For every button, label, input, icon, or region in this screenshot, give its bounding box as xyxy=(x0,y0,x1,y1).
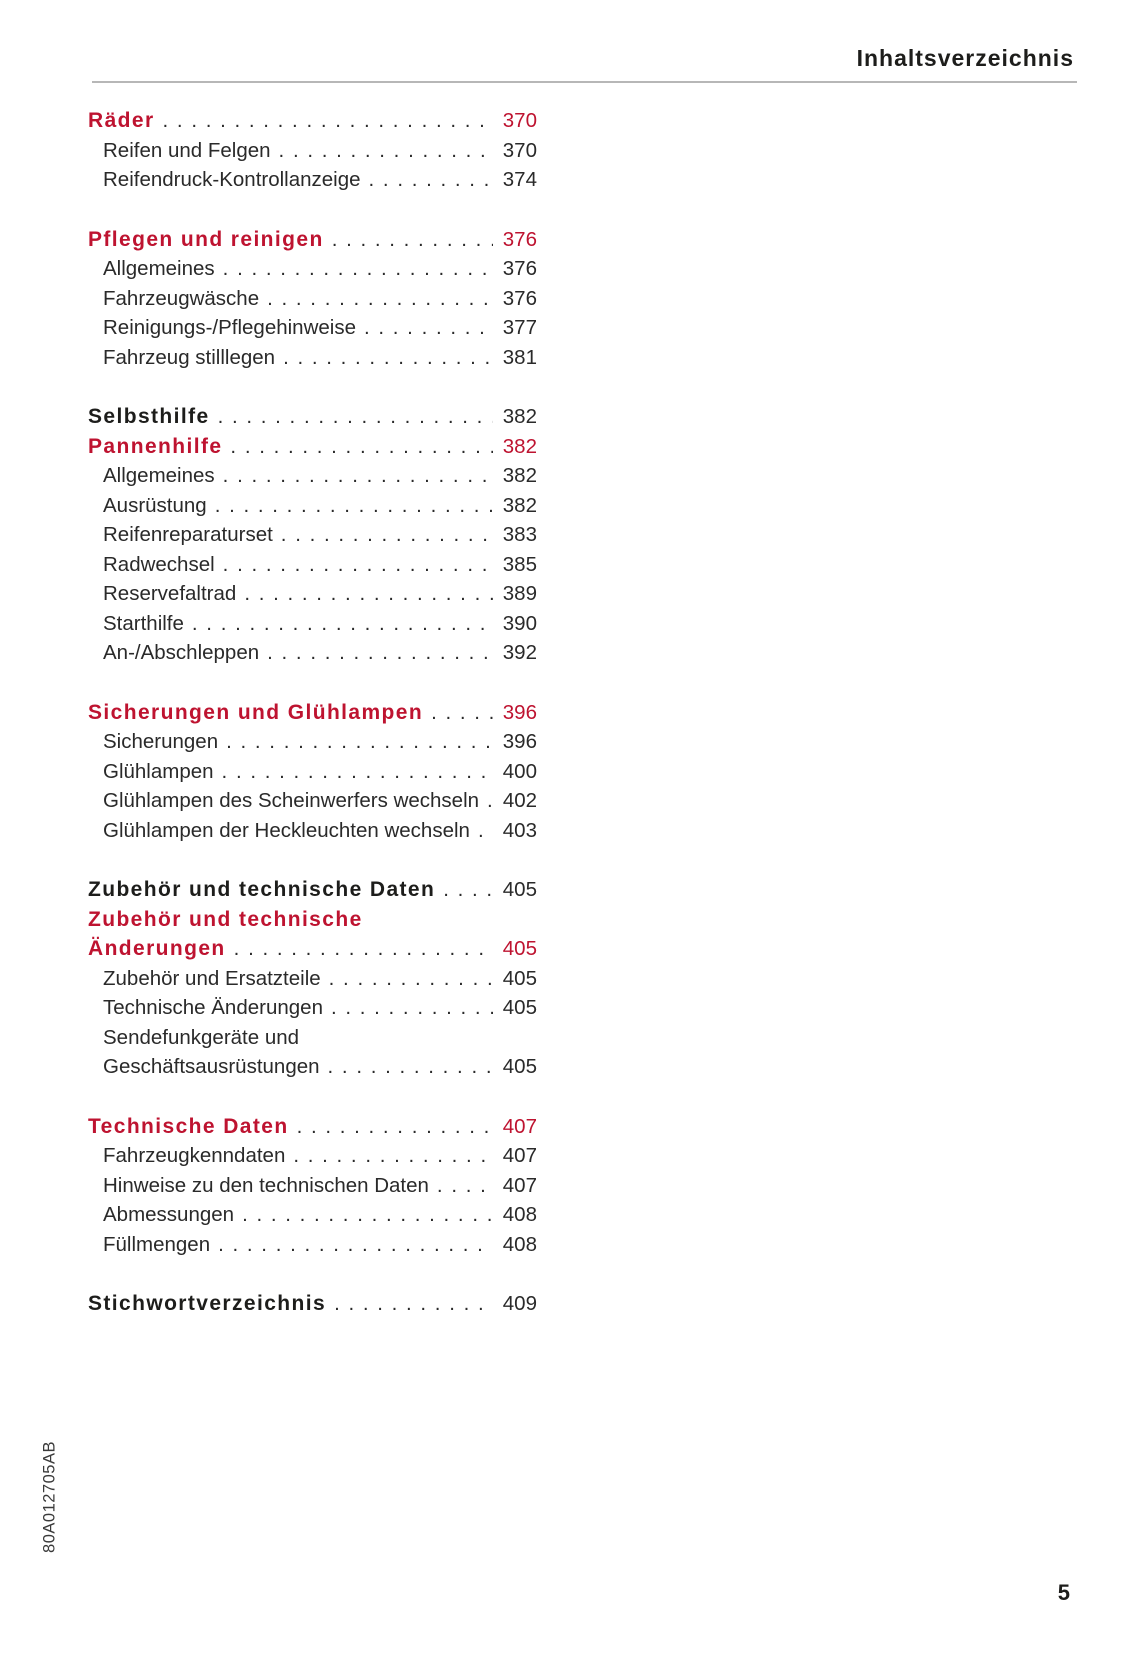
toc-entry-page-number: 409 xyxy=(502,1292,537,1315)
dot-leader xyxy=(285,1141,493,1171)
toc-row xyxy=(88,136,537,166)
dot-leader xyxy=(184,609,493,639)
dot-leader xyxy=(259,284,493,314)
toc-entry-label: Technische Daten xyxy=(88,1114,289,1138)
toc-entry-label: Räder xyxy=(88,109,155,132)
dot-leader xyxy=(210,1230,493,1260)
page-header-title: Inhaltsverzeichnis xyxy=(856,45,1074,71)
toc-entry-label: An-/Abschleppen xyxy=(103,641,260,664)
toc-entry-label: Zubehör und technische Daten xyxy=(88,878,436,901)
document-part-number: 80A012705AB xyxy=(40,1441,59,1553)
dot-leader xyxy=(155,106,493,136)
toc-entry-page-number: 405 xyxy=(502,966,537,990)
toc-entry-label: Ausrüstung xyxy=(103,493,207,517)
toc-entry-page-number: 370 xyxy=(502,109,537,132)
toc-entry-page-number: 407 xyxy=(502,1173,537,1197)
toc-row xyxy=(88,964,537,994)
toc-entry-label: Geschäftsausrüstungen xyxy=(103,1055,320,1078)
toc-entry-page-number: 376 xyxy=(502,286,537,310)
toc-entry-label: Starthilfe xyxy=(103,611,184,635)
toc-entry-page-number: 396 xyxy=(502,700,537,724)
toc-group xyxy=(88,875,537,1082)
dot-leader xyxy=(361,165,493,195)
toc-entry-page-number: 407 xyxy=(502,1114,537,1138)
toc-row xyxy=(88,550,537,580)
toc-row xyxy=(88,402,537,432)
toc-row xyxy=(88,698,537,728)
toc-row xyxy=(88,165,537,195)
toc-group xyxy=(88,225,537,373)
toc-row xyxy=(88,727,537,757)
dot-leader xyxy=(470,816,493,846)
toc-row xyxy=(88,934,537,964)
dot-leader xyxy=(234,1200,493,1230)
toc-row xyxy=(88,313,537,343)
toc-entry-page-number: 370 xyxy=(502,138,537,162)
toc-entry-page-number: 390 xyxy=(502,611,537,635)
toc-entry-label: Reinigungs-/Pflegehinweise xyxy=(103,316,356,339)
dot-leader xyxy=(226,934,493,964)
toc-row xyxy=(88,225,537,255)
toc-entry-page-number: 392 xyxy=(502,641,537,664)
toc-entry-label: Reifenreparaturset xyxy=(103,523,273,546)
toc-entry-page-number: 407 xyxy=(502,1144,537,1167)
toc-entry-label: Abmessungen xyxy=(103,1203,235,1226)
toc-entry-page-number: 402 xyxy=(502,789,538,812)
toc-group xyxy=(88,402,537,668)
toc-group xyxy=(88,1289,537,1319)
toc-row xyxy=(88,609,537,639)
toc-row xyxy=(88,254,537,284)
toc-entry-label: Glühlampen der Heckleuchten wechseln xyxy=(103,818,470,842)
dot-leader xyxy=(326,1289,493,1319)
toc-row xyxy=(88,1171,537,1201)
toc-entry-label: Glühlampen des Scheinwerfers wechseln xyxy=(103,789,480,812)
toc-row xyxy=(88,757,537,787)
toc-entry-page-number: 381 xyxy=(502,345,537,369)
toc-row xyxy=(88,284,537,314)
toc-entry-page-number: 382 xyxy=(502,434,537,458)
toc-entry-page-number: 382 xyxy=(502,464,537,487)
toc-entry-label: Reifen und Felgen xyxy=(103,138,271,162)
toc-group xyxy=(88,1112,537,1260)
toc-row xyxy=(88,875,537,905)
dot-leader xyxy=(222,432,493,462)
toc-row xyxy=(88,638,537,668)
toc-entry-label: Radwechsel xyxy=(103,552,215,576)
toc-entry-page-number: 376 xyxy=(502,257,537,280)
toc-entry-page-number: 405 xyxy=(502,1055,537,1078)
toc-row xyxy=(88,816,537,846)
toc-entry-page-number: 396 xyxy=(502,730,537,753)
toc-entry-label: Selbsthilfe xyxy=(88,405,210,428)
dot-leader xyxy=(479,786,493,816)
toc-entry-label: Pflegen und reinigen xyxy=(88,227,324,251)
toc-entry-label: Füllmengen xyxy=(103,1232,211,1256)
toc-row xyxy=(88,520,537,550)
toc-entry-page-number: 383 xyxy=(502,523,537,546)
toc-row xyxy=(88,1289,537,1319)
toc-entry-page-number: 376 xyxy=(502,227,537,251)
toc-row xyxy=(88,1023,537,1053)
toc-entry-label: Glühlampen xyxy=(103,759,214,783)
dot-leader xyxy=(324,225,493,255)
toc-row xyxy=(88,786,537,816)
toc-entry-page-number: 403 xyxy=(502,818,537,842)
toc-entry-page-number: 408 xyxy=(502,1203,537,1226)
footer-page-number: 5 xyxy=(1057,1580,1070,1605)
toc-row xyxy=(88,461,537,491)
dot-leader xyxy=(236,579,493,609)
dot-leader xyxy=(429,1171,493,1201)
toc-row xyxy=(88,579,537,609)
dot-leader xyxy=(323,993,493,1023)
toc-row xyxy=(88,106,537,136)
toc-entry-page-number: 377 xyxy=(502,316,537,339)
toc-entry-label: Allgemeines xyxy=(103,257,215,280)
dot-leader xyxy=(215,550,493,580)
toc-entry-page-number: 374 xyxy=(502,168,537,191)
dot-leader xyxy=(214,757,493,787)
dot-leader xyxy=(215,254,493,284)
dot-leader xyxy=(259,638,493,668)
toc-row xyxy=(88,491,537,521)
toc-entry-label: Zubehör und technische xyxy=(88,907,363,931)
dot-leader xyxy=(210,402,493,432)
toc-entry-label: Änderungen xyxy=(88,937,226,960)
toc-entry-label: Fahrzeugwäsche xyxy=(103,286,260,310)
toc-entry-label: Allgemeines xyxy=(103,464,215,487)
toc-entry-page-number: 382 xyxy=(502,405,537,428)
toc-entry-label: Stichwortverzeichnis xyxy=(88,1292,327,1315)
toc-row xyxy=(88,1230,537,1260)
dot-leader xyxy=(207,491,493,521)
toc-group xyxy=(88,106,537,195)
toc-entry-label: Sicherungen xyxy=(103,730,219,753)
toc-group xyxy=(88,698,537,846)
toc-row xyxy=(88,905,537,935)
toc-entry-label: Sicherungen und Glühlampen xyxy=(88,700,424,724)
toc-entry-label: Fahrzeugkenndaten xyxy=(103,1144,286,1167)
toc-entry-page-number: 405 xyxy=(502,878,537,901)
dot-leader xyxy=(435,875,493,905)
toc-entry-label: Reservefaltrad xyxy=(103,582,237,605)
header-divider-rule xyxy=(92,81,1077,83)
toc-row xyxy=(88,432,537,462)
toc-entry-page-number: 389 xyxy=(502,582,537,605)
dot-leader xyxy=(218,727,493,757)
toc-entry-page-number: 385 xyxy=(502,552,537,576)
dot-leader xyxy=(289,1112,493,1142)
dot-leader xyxy=(356,313,493,343)
dot-leader xyxy=(423,698,493,728)
toc-row xyxy=(88,343,537,373)
toc-entry-page-number: 382 xyxy=(502,493,537,517)
dot-leader xyxy=(273,520,493,550)
toc-entry-page-number: 405 xyxy=(502,996,537,1019)
toc-entry-page-number: 405 xyxy=(502,937,537,960)
dot-leader xyxy=(271,136,493,166)
toc-row xyxy=(88,993,537,1023)
dot-leader xyxy=(275,343,493,373)
dot-leader xyxy=(320,1052,493,1082)
toc-row xyxy=(88,1141,537,1171)
toc-row xyxy=(88,1112,537,1142)
toc-entry-label: Pannenhilfe xyxy=(88,434,223,458)
toc-entry-label: Technische Änderungen xyxy=(103,996,323,1019)
table-of-contents xyxy=(88,106,537,1319)
toc-entry-page-number: 408 xyxy=(502,1232,537,1256)
dot-leader xyxy=(321,964,493,994)
toc-row xyxy=(88,1052,537,1082)
toc-entry-page-number: 400 xyxy=(502,759,537,783)
toc-entry-label: Hinweise zu den technischen Daten xyxy=(103,1173,429,1197)
toc-row xyxy=(88,1200,537,1230)
toc-entry-label: Zubehör und Ersatzteile xyxy=(103,966,321,990)
toc-entry-label: Fahrzeug stilllegen xyxy=(103,345,276,369)
toc-entry-label: Sendefunkgeräte und xyxy=(103,1025,300,1049)
dot-leader xyxy=(215,461,493,491)
toc-entry-label: Reifendruck-Kontrollanzeige xyxy=(103,168,361,191)
